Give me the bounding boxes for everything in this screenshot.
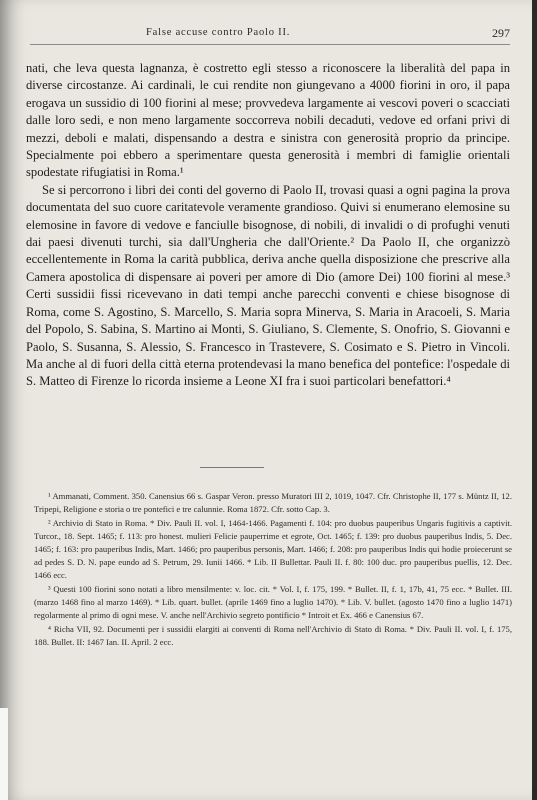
- paragraph: Se si percorrono i libri dei conti del governo di Paolo II, trovasi quasi a ogni pagina la prova documentata del suo cuore caritatevole veramente grandioso. Quivi si enumerano elemosine su elemosine in favore di vedove e fanciulle bisognose, di nobili, di invalidi o di profughi venuti dai paesi divenuti turchi, sia dall'Ungheria che dall'Oriente.² Da Paolo II, che organizzò eccellentemente in Roma la carità pubblica, deriva anche quella disposizione che prescrive alla Camera apostolica di dispensare ai poveri per amore di Dio (amore Dei) 100 fiorini al mese.³ Certi sussidii fissi ricevevano in dati tempi anche parecchi conventi e chiese bisognose di Roma, come S. Agostino, S. Marcello, S. Maria sopra Minerva, S. Maria in Aracoeli, S. Maria del Popolo, S. Sabina, S. Martino ai Monti, S. Giuliano, S. Clemente, S. Onofrio, S. Giovanni e Paolo, S. Susanna, S. Alessio, S. Francesco in Trastevere, S. Cosimato e S. Pietro in Vincoli. Ma anche al di fuori della città eterna protendevasi la mano benefica del pontefice: l'ospedale di S. Matteo di Firenze lo ricorda insieme a Leone XI fra i suoi particolari benefattori.⁴: [26, 182, 510, 389]
- main-text: [26, 60, 510, 391]
- footnote: ² Archivio di Stato in Roma. * Div. Pauli II. vol. I, 1464-1466. Pagamenti f. 104: pro duobus pauperibus Ungaris fugitivis a captivit. Turcor., 18. Sept. 1465; f. 113: pro honest. mulieri Felicie pauperrime et egrote, Oct. 1465; f. 139: pro duobus pauperibus Indis, 5. Dec. 1465; f. 163: pro pauperibus Indis, Mart. 1466; pro pauperibus personis, Mart. 1466; f. 208: pro pauperibus Indis qui hodie proiecerunt se ad pedes S. D. N. pape eundo ad S. Petrum, 29. Iunii 1466. * Lib. II Bullettar. Pauli II. f. 80: 100 duc. pro pauperibus puellis, 12. Dec. 1466 ecc.: [34, 518, 512, 580]
- footnote: ⁴ Richa VII, 92. Documenti per i sussidii elargiti ai conventi di Roma nell'Archivio di Stato di Roma. * Div. Pauli II. vol. I, f. 175, 188. Bullet. II: 1467 Ian. II. April. 2 ecc.: [34, 624, 512, 647]
- footnote-separator: [200, 467, 264, 468]
- footnotes: [34, 490, 512, 650]
- scan-edge: [532, 0, 537, 800]
- running-title: False accuse contro Paolo II.: [146, 27, 291, 38]
- page-number: 297: [492, 26, 510, 40]
- footnote: ¹ Ammanati, Comment. 350. Canensius 66 s. Gaspar Veron. presso Muratori III 2, 1019, 1047. Cfr. Christophe II, 177 s. Müntz II, 12. Tripepi, Religione e storia o tre pontefici e tre calunnie. Roma 1872. Cfr. sotto Cap. 3.: [34, 491, 512, 514]
- page-header: [30, 26, 510, 45]
- paragraph: nati, che leva questa lagnanza, è costretto egli stesso a riconoscere la liberalità del papa in diverse circostanze. Ai cardinali, le cui rendite non giungevano a 4000 fiorini in oro, il papa erogava un sussidio di 100 fiorini al mese; provvedeva largamente ai vescovi poveri o scacciati dalle loro sedi, e non meno largamente soccorreva nobili decaduti, vedove ed orfani privi di mezzi, deboli e malati, dispensando a destra e sinistra con generosità proprio da principe. Specialmente poi ebbero a sperimentare questa generosità i membri di famiglie orientali spodestate rifugiatisi in Roma.¹: [26, 61, 510, 180]
- footnote: ³ Questi 100 fiorini sono notati a libro mensilmente: v. loc. cit. * Vol. I, f. 175, 199. * Bullet. II, f. 1, 17b, 41, 75 ecc. * Bullet. III. (marzo 1468 fino al marzo 1469). * Lib. quart. bullet. (aprile 1469 fino a luglio 1470). * Lib. V. bullet. (agosto 1470 fino a luglio 1471) regolarmente al primo di ogni mese. V. anche nell'Archivio segreto pontificio * Introit et Ex. 466 e Canensius 67.: [34, 584, 512, 620]
- scan-corner: [0, 708, 8, 800]
